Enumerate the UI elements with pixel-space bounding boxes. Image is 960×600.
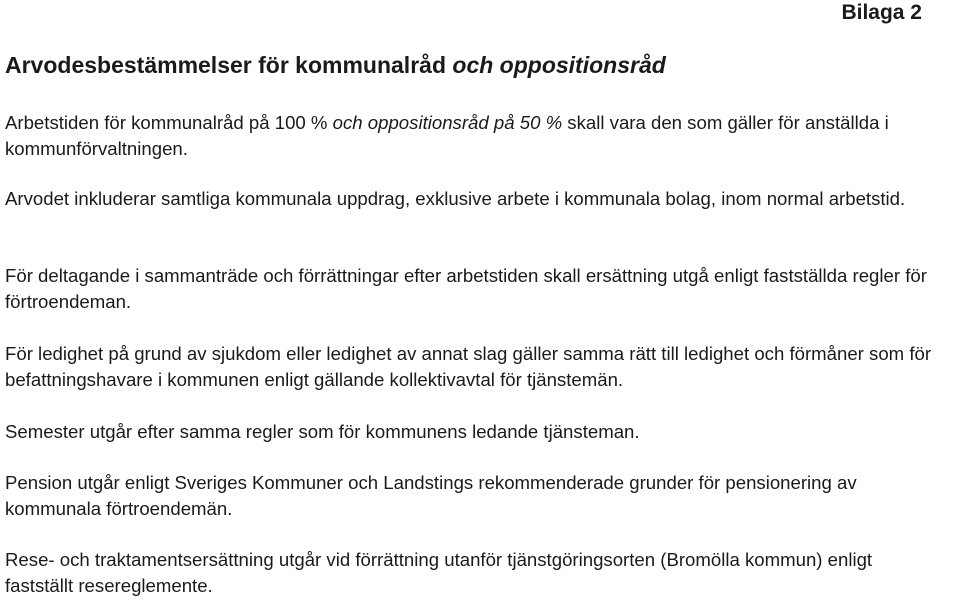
- paragraph-working-hours: [5, 110, 945, 162]
- paragraph-leave: För ledighet på grund av sjukdom eller ledighet av annat slag gäller samma rätt till ledighet och förmåner som för befattningshavare i kommunen enligt gällande kollektivavtal för tjänstemän.: [5, 343, 932, 390]
- paragraph-travel-allowance: Rese- och traktamentsersättning utgår vid förrättning utanför tjänstgöringsorten (Bromölla kommun) enligt fastställt resereglemente.: [5, 549, 873, 596]
- document-title: [5, 50, 666, 80]
- paragraph-fee-scope: Arvodet inkluderar samtliga kommunala uppdrag, exklusive arbete i kommunala bolag, inom normal arbetstid.: [5, 188, 906, 209]
- title-italic-text: och oppositionsråd: [452, 52, 666, 78]
- paragraph-italic-text: och oppositionsråd på 50 %: [332, 112, 563, 133]
- paragraph-meeting-compensation: För deltagande i sammanträde och förrättningar efter arbetstiden skall ersättning utgå enligt fastställda regler för förtroendeman.: [5, 265, 927, 312]
- attachment-label: Bilaga 2: [841, 1, 922, 24]
- paragraph-pension: Pension utgår enligt Sveriges Kommuner och Landstings rekommenderade grunder för pensionering av kommunala förtroendemän.: [5, 472, 857, 519]
- paragraph-text: skall vara den som gäller för anställda i kommunförvaltningen.: [5, 112, 889, 159]
- paragraph-vacation: Semester utgår efter samma regler som för kommunens ledande tjänsteman.: [5, 421, 640, 442]
- title-text: Arvodesbestämmelser för kommunalråd: [5, 52, 453, 78]
- paragraph-text: Arbetstiden för kommunalråd på 100 %: [5, 112, 333, 133]
